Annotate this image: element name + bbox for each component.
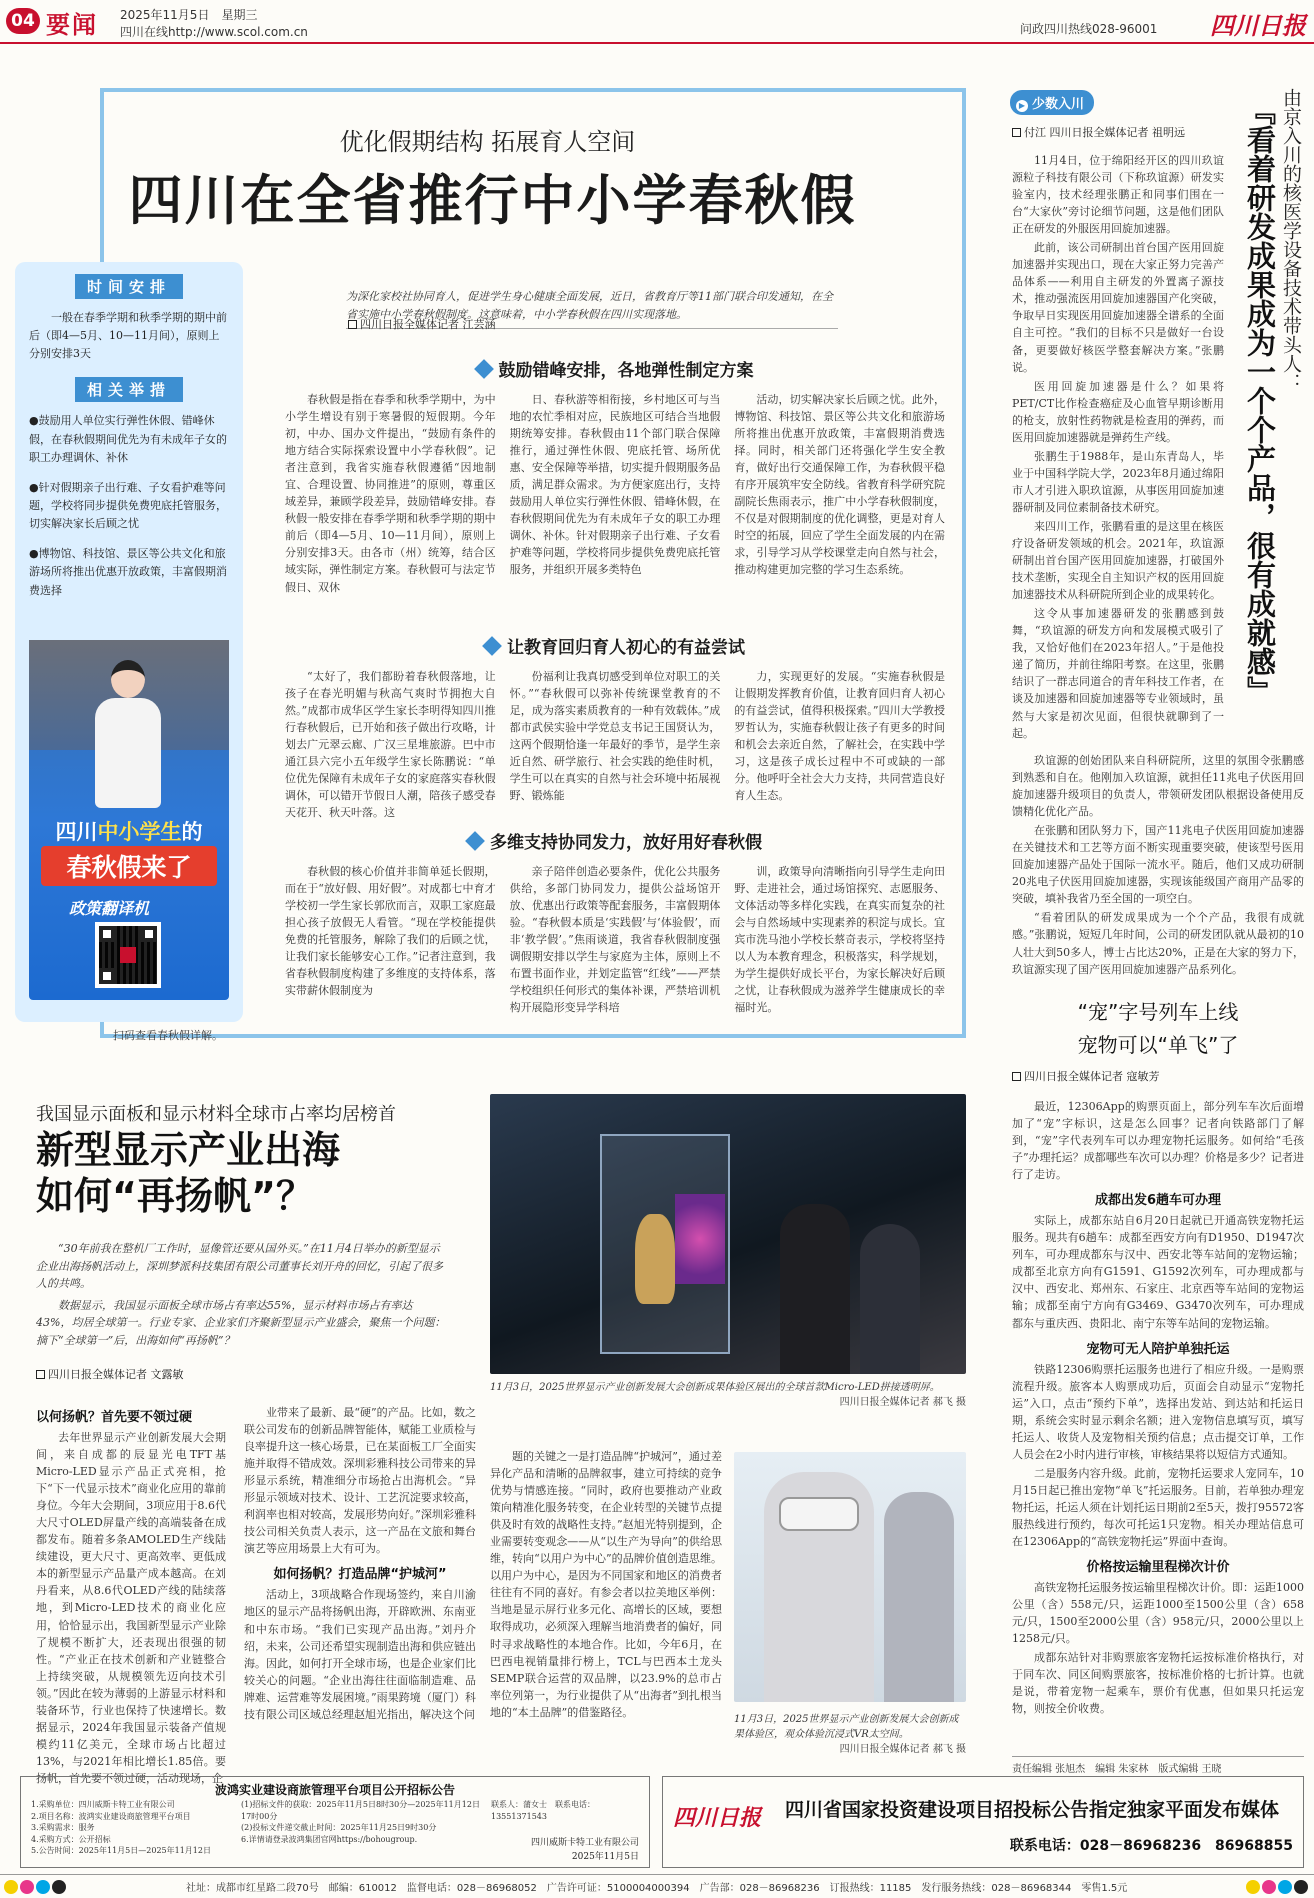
section-title: 要闻 <box>46 11 98 39</box>
media-ad-logo: 四川日报 <box>673 1805 762 1831</box>
vase-figure <box>635 1214 675 1304</box>
tender-items-1 <box>31 1799 231 1857</box>
poster-presenter-figure <box>89 660 167 810</box>
footer-text: 社址：成都市红星路二段70号 邮编：610012 监督电话：028－86968052 广告许可证：5100004000394 广告部：028－86968236 订报热线：11185 发行服务热线：028－86968344 零售1.5元 <box>186 1883 1128 1894</box>
feature-p4: 张鹏生于1988年，是山东青岛人，毕业于中国科学院大学，2023年8月通过绵阳市人才引进入职玖谊源，从事医用回旋加速器研制及同位素制备技术研究。 <box>1012 449 1224 514</box>
play-icon: ▶ <box>1016 100 1028 112</box>
feature-body-bottom <box>1012 752 1304 984</box>
display-col-2-text: 业带来了最新、最“硬”的产品。比如，数之联公司发布的创新品牌智能体，赋能工业质检与良率提升这一核心场景，已在某面板工厂全面实施并取得不错成效。深圳彩雅科技公司带来的异形显示系统，精准细分市场抢占出海机会。“异形显示领域对技术、设计、工艺沉淀要求较高，利润率也相对较高，发展形势向好。”深圳彩雅科技公司相关负责人表示，这一产品在文旅和舞台演艺等应用场景上大有可为。 <box>244 1406 476 1556</box>
section-2-col-3: 力，实现更好的发展。“实施春秋假是让假期发挥教育价值，让教育回归育人初心的有益尝试，值得积极探索。”四川大学教授罗哲认为，实施春秋假让孩子有更多的时间和机会去亲近自然，了解社会，在实践中学习，这是孩子成长过程中不可或缺的一部分。他呼吁全社会大力支持，共同营造良好育人生态。 <box>734 670 945 803</box>
lead-byline <box>348 316 496 332</box>
tender-item: 1.采购单位：四川威斯卡特工业有限公司 <box>31 1800 175 1809</box>
poster-title-1 <box>29 816 229 846</box>
tender-notice-ad <box>20 1776 650 1868</box>
display-col-2b-text: 活动上，3项战略合作现场签约，来自川渝地区的显示产品将扬帆出海，开辟欧洲、东南亚和中东市场。“我们已实现产品出海。”刘丹介绍，未来，公司还希望实现制造出海和供应链出海。因此，如何打开全球市场，也是企业家们比较关心的问题。“企业出海往往面临制造难、品牌难、运营难等发展困境。”雨果跨境（厦门）科技有限公司区域总经理赵旭光指出，解决这个问 <box>244 1588 476 1721</box>
section-1-col-1: 春秋假是指在春季和秋季学期中，为中小学生增设有别于寒暑假的短假期。今年初，中办、国办文件提出，“鼓励有条件的地方结合实际探索设置中小学春秋假”。记者注意到，我省实施春秋假遵循“因地制宜、合理设置、协同推进”的原则，尊重区域差异，兼顾学段差异，鼓励错峰安排。春秋假一般安排在春季学期和秋季学期的期中前后（即4—5月、10—11月间），原则上分别安排3天。由各市（州）统筹，结合区域实际，弹性制定方案。春秋假可与法定节假日、双休 <box>285 393 496 594</box>
sidebar-heading-time-text: 时间安排 <box>75 274 183 299</box>
presenter-body <box>95 698 161 808</box>
sidebar-heading-time <box>29 274 229 299</box>
display-headline-2: 如何“再扬帆”？ <box>36 1173 314 1218</box>
feature-tag-text: 少数入川 <box>1032 97 1085 112</box>
tender-item: 2.项目名称：波鸿实业建设商旅管理平台项目 <box>31 1811 191 1821</box>
reg-mark-icon <box>52 1880 66 1894</box>
weekday-text: 星期三 <box>221 8 258 22</box>
poster-brand: 政策翻译机 <box>69 899 150 918</box>
byline-square-icon <box>36 1370 45 1379</box>
date-text: 2025年11月5日 <box>120 8 210 22</box>
registration-marks-left <box>4 1879 68 1898</box>
issue-date <box>120 6 257 23</box>
feature-p2: 此前，该公司研制出首台国产医用回旋加速器并实现出口，现在大家正努力完善产品体系——利用自主研发的外置离子源技术，推动强流医用回旋加速器国产化突破，争取早日实现医用回旋加速器全谱系的全面自主可控。“我们的目标不只是做好一台设备，更要做好核医学整套解决方案。”张鹏说。 <box>1012 241 1224 374</box>
lead-headline: 四川在全省推行中小学春秋假 <box>128 169 857 232</box>
section-3-col-2: 亲子陪伴创造必要条件，优化公共服务供给，多部门协同发力，提供公益场馆开放、优惠出行政策等配套服务，丰富假期体验。“春秋假本质是‘实践假’与‘体验假’，而非‘教学假’。”焦雨谈道，我省春秋假制度强调假期安排以学生与家庭为主体，原则上不布置书面作业，并划定监管“红线”——严禁学校组织任何形式的集体补课，严禁培训机构开展隐形变异学科培 <box>509 865 721 1015</box>
tender-item[interactable]: 6.详情请登录波鸿集团官网https://bohougroup. <box>241 1834 418 1844</box>
vr-headset-icon <box>779 1497 859 1531</box>
page-number: 04 <box>6 8 40 34</box>
feature-kicker: 由京入川的核医学设备技术带头人： <box>1280 88 1302 392</box>
lead-byline-text: 四川日报全媒体记者 江芸涵 <box>360 318 496 331</box>
sidebar-heading-measures <box>29 377 229 402</box>
photo-1-credit: 四川日报全媒体记者 郝飞 摄 <box>839 1397 966 1408</box>
qr-pattern <box>99 926 157 984</box>
reg-mark-icon <box>1246 1880 1260 1894</box>
qr-code[interactable] <box>95 922 161 988</box>
newspaper-logo: 四川日报 <box>1210 11 1306 40</box>
display-subhead-1: 以何扬帆？首先要不领过硬 <box>36 1410 193 1425</box>
display-col-1 <box>36 1400 226 1785</box>
feature-p9: “看着团队的研发成果成为一个个产品，我很有成就感。”张鹏说，短短几年时间，公司的研发团队就从最初的10人壮大到50多人，博士占比达20%，正是在大家的努力下，玖谊源实现了国产医用回旋加速器产品系列化。 <box>1012 911 1304 976</box>
section-head-3-text: 多维支持协同发力，放好用好春秋假 <box>490 833 762 853</box>
section-1-columns <box>285 391 945 623</box>
qr-finder-tr <box>141 926 157 942</box>
media-ad <box>662 1776 1304 1868</box>
poster-title-1-highlight: 中小学生 <box>97 820 182 844</box>
exhibit-photo <box>490 1094 966 1374</box>
sidebar-measure-1: ●鼓励用人单位实行弹性休假、错峰休假，在春秋假期间优先为有未成年子女的职工办理调休、补休 <box>29 414 227 464</box>
lead-summary: 为深化家校社协同育人，促进学生身心健康全面发展，近日，省教育厅等11部门联合印发通知，在全省实施中小学春秋假制度。这意味着，中小学春秋假在四川实现落地。 <box>346 290 833 321</box>
display-subhead-2: 如何扬帆？打造品牌“护城河” <box>273 1567 447 1583</box>
info-sidebar <box>15 262 243 1022</box>
section-head-3 <box>285 828 945 853</box>
section-2-col-2: 份福利让我真切感受到单位对职工的关怀。”“春秋假可以弥补传统课堂教育的不足，成为落实素质教育的一种有效载体。”成都市武侯实验中学党总支书记王国贤认为，这两个假期恰逢一年最好的季节，是学生亲近自然、研学旅行、社会实践的绝佳时机，学生可以在真实的自然与社会环境中拓展视野、锻炼能 <box>509 670 721 803</box>
byline-square-icon <box>1012 1072 1021 1081</box>
section-head-2 <box>285 633 945 658</box>
photo-2-caption-text: 11月3日，2025世界显示产业创新发展大会创新成果体验区，观众体验沉浸式VR太空间。 <box>734 1714 959 1740</box>
feature-body-top <box>1012 152 1224 752</box>
section-head-1-text: 鼓励错峰安排，各地弹性制定方案 <box>498 361 754 381</box>
byline-square-icon <box>1012 128 1021 137</box>
pet-p3: 铁路12306购票托运服务也进行了相应升级。一是购票流程升级。旅客本人购票成功后，页面会自动显示“宠物托运”入口，点击“预约下单”，选择出发站、到达站和托运日期，系统会实时显示剩余名额；进入宠物信息填写页，填写托运人、收货人及宠物相关预约信息；点击提交订单，工作人员会在2小时内进行审核，审核结果将以短信方式通知。 <box>1012 1362 1304 1461</box>
pet-byline <box>1012 1068 1160 1084</box>
feature-p5: 来四川工作，张鹏看重的是这里在核医疗设备研发领域的机会。2021年，玖谊源研制出首台国产医用回旋加速器，打破国外技术垄断，实现全自主知识产权的医用回旋加速器技术从科研院所到企业的成果转化。 <box>1012 519 1224 602</box>
pet-p5: 高铁宠物托运服务按运输里程梯次计价。即：运距1000公里（含）558元/只，运距1000至1500公里（含）658元/只，1500至2000公里（含）958元/只，2000公里以上1258元/只。 <box>1012 1581 1304 1646</box>
poster-title-2: 春秋假来了 <box>41 846 217 886</box>
tender-issuer: 四川威斯卡特工业有限公司 <box>530 1838 639 1848</box>
reg-mark-icon <box>36 1880 50 1894</box>
display-lead <box>36 1240 446 1350</box>
qr-finder-bl <box>99 968 115 984</box>
feature-tag <box>1010 90 1094 115</box>
tender-item: 4.采购方式：公开招标 <box>31 1834 111 1844</box>
pet-subhead-3: 价格按运输里程梯次计价 <box>1086 1560 1230 1576</box>
reg-mark-icon <box>1294 1880 1308 1894</box>
photo-1-caption-text: 11月3日，2025世界显示产业创新发展大会创新成果体验区展出的全球首款Micro-LED拼接透明屏。 <box>490 1382 940 1393</box>
reg-mark-icon <box>4 1880 18 1894</box>
display-col-3-text: 题的关键之一是打造品牌“护城河”，通过差异化产品和清晰的品牌叙事，建立可持续的竞争优势与情感连接。“同时，政府也要推动产业政策向精准化服务转变，在企业转型的关键节点提供及时有效的战略性支持。”赵旭光特别提到，企业需要转变观念——从“以生产为导向”的供给思维，转向“以用户为中心”的品牌价值创造思维。以用户为中心，是因为不同国家和地区的消费者往往有不同的喜好。有参会者以拉美地区举例：当地是显示屏行业多元化、高增长的区域，要想取得成功，必须深入理解当地消费者的偏好，同时寻求战略性的本地合作。比如，今年6月，在巴西电视销量排行榜上，TCL与巴西本土龙头SEMP联合运营的双品牌，以23.9%的总市占率位列第一，为行业提供了从“出海者”到扎根当地的“本土品牌”的借鉴路径。 <box>490 1450 722 1719</box>
qr-finder-tl <box>99 926 115 942</box>
policy-poster <box>29 640 229 1000</box>
media-ad-text: 四川省国家投资建设项目招投标公告指定独家平面发布媒体 <box>785 1799 1280 1821</box>
sidebar-time-body: 一般在春季学期和秋季学期的期中前后（即4—5月、10—11月间），原则上分别安排3天 <box>29 311 227 361</box>
byline-square-icon <box>348 320 357 329</box>
vr-photo <box>734 1452 966 1702</box>
feature-byline <box>1012 124 1185 140</box>
hotline-text: 问政四川热线028-96001 <box>1020 22 1158 36</box>
section-2-col-1: “太好了，我们都盼着春秋假落地，让孩子在春光明媚与秋高气爽时节拥抱大自然。”成都市成华区学生家长李明得知四川推行春秋假后，已开始和孩子做出行攻略，计划去广元翠云廊、广汉三星堆旅游。巴中市通江县六完小五年级学生家长陈鹏说：“单位优先保障有未成年子女的家庭落实春秋假调休，可以错开节假日人潮，陪孩子感受春天花开、秋天叶落。这 <box>285 670 496 820</box>
section-head-1 <box>285 356 945 381</box>
editor-credits: 责任编辑 张旭杰 编辑 朱家林 版式编辑 王晓 <box>1012 1756 1304 1775</box>
display-lead-2: 数据显示，我国显示面板全球市场占有率达55%，显示材料市场占有率达43%，均居全球第一。行业专家、企业家们齐聚新型显示产业盛会，聚焦一个问题：摘下“全球第一”后，出海如何“再扬帆”？ <box>36 1298 446 1347</box>
tender-item: 5.公告时间：2025年11月5日—2025年11月12日 <box>31 1846 211 1856</box>
reg-mark-icon <box>1278 1880 1292 1894</box>
diamond-icon <box>465 831 485 851</box>
photo-2-caption <box>734 1712 966 1757</box>
presenter-head <box>111 660 145 698</box>
display-kicker: 我国显示面板和显示材料全球市占率均居榜首 <box>36 1104 396 1125</box>
pet-headline-2: 宠物可以“单飞”了 <box>1077 1033 1239 1057</box>
lead-kicker: 优化假期结构 拓展育人空间 <box>339 128 636 156</box>
feature-headline: 『看着研发成果成为一个个产品，很有成就感』 <box>1243 96 1277 705</box>
tender-item: (2)投标文件递交截止时间：2025年11月25日9时30分 <box>241 1823 437 1833</box>
page-header <box>0 0 1314 44</box>
footer-bar <box>0 1874 1314 1896</box>
qr-caption: 扫码查看春秋假详解。 <box>113 1029 223 1042</box>
section-3-col-3: 训，政策导向清晰指向引导学生走向田野、走进社会，通过场馆探究、志愿服务、文体活动等多样化实践，在真实而复杂的社会与自然场域中实现素养的积淀与成长。宜宾市洗马池小学校长蔡奇表示，学校将坚持以人为本教育理念，积极落实，科学规划，为学生提供好成长平台，为家长解决好后顾之忧，让春秋假成为滋养学生健康成长的幸福时光。 <box>734 865 945 1015</box>
display-lead-1: “30年前我在整机厂工作时，显像管还要从国外买。”在11月4日举办的新型显示企业出海扬帆活动上，深圳梦派科技集团有限公司董事长刘开舟的回忆，引起了很多人的共鸣。 <box>36 1242 443 1291</box>
tender-contact: 联系人：蒲女士 联系电话：13551371543 <box>491 1800 595 1821</box>
section-2-columns <box>285 668 945 818</box>
section-1-col-2: 日、春秋游等相衔接，乡村地区可与当地的农忙季相对应，民族地区可结合当地假期统筹安排。春秋假由11个部门联合保障推行，通过弹性休假、兜底托管、场所优惠、安全保障等举措，切实提升假期服务品质，满足群众需求。为方便家庭出行，支持鼓励用人单位实行弹性休假、错峰休假，在春秋假期间优先为有未成年子女的职工办理调休、补休。针对假期亲子出行难、子女看护难等问题，学校将同步提供免费兜底托管服务，并组织开展多类特色 <box>509 393 721 577</box>
pet-headline-1: “宠”字号列车上线 <box>1077 1000 1239 1024</box>
poster-title-1b: 的 <box>181 820 203 844</box>
section-head-2-text: 让教育回归育人初心的有益尝试 <box>507 638 745 658</box>
pet-byline-text: 四川日报全媒体记者 寇敏芳 <box>1024 1070 1160 1083</box>
section-3-columns <box>285 863 945 1031</box>
display-col-3 <box>490 1448 722 1770</box>
sidebar-measure-2: ●针对假期亲子出行难、子女看护难等问题，学校将同步提供免费兜底托管服务，切实解决家长后顾之忧 <box>29 480 227 531</box>
lead-body <box>285 346 945 1031</box>
reg-mark-icon <box>20 1880 34 1894</box>
feature-p7: 玖谊源的创始团队来自科研院所，这里的氛围令张鹏感到熟悉和自在。他刚加入玖谊源，就担任11兆电子伏医用回旋加速器升级项目的负责人，带领研发团队根据设备使用反馈精化优化产品。 <box>1012 754 1304 819</box>
display-headline <box>36 1128 340 1219</box>
display-headline-1: 新型显示产业出海 <box>36 1128 341 1172</box>
tender-items-2 <box>241 1799 481 1845</box>
display-byline-text: 四川日报全媒体记者 文露敏 <box>48 1368 184 1381</box>
pet-subhead-1: 成都出发6趟车可办理 <box>1094 1193 1222 1209</box>
pet-headline <box>1012 996 1304 1058</box>
pet-p6: 成都东站针对非购票旅客宠物托运按标准价格执行，对于同车次、同区间购票旅客，按标准价格的七折计算。也就是说，带着宠物一起乘车，票价有优惠，但如果只托运宠物，则按全价收费。 <box>1012 1651 1304 1716</box>
tender-item: (1)招标文件的获取：2025年11月5日8时30分—2025年11月12日17时00分 <box>241 1800 480 1821</box>
reg-mark-icon <box>1262 1880 1276 1894</box>
colorful-screen <box>675 1194 725 1284</box>
display-byline <box>36 1366 184 1382</box>
media-ad-phone: 联系电话：028－86968236 86968855 <box>1009 1838 1293 1854</box>
tender-item: 3.采购需求：服务 <box>31 1823 95 1833</box>
sidebar-heading-measures-text: 相关举措 <box>75 377 183 402</box>
display-col-1-text: 去年世界显示产业创新发展大会期间，来自成都的辰显光电TFT基Micro-LED显示产品正式亮相，抢下“下一代显示技术”商业化应用的靠前身位。今年大会期间，3项应用于8.6代大尺寸OLED屏量产线的高端装备在成都发布。随着多条AMOLED生产线陆续建设，更大尺寸、更高效率、更低成本的新型显示产品量产成本越高。在刘丹看来，从8.6代OLED产线的陆续落地，到Micro-LED技术的商业化应用，恰恰显示出，我国新型显示产业除了规模不断扩大，还表现出很强的韧性。“产业正在技术创新和产业链整合上持续突破，从规模领先迈向技术引领。”因此在较为薄弱的上游显示材料和装备环节，行业也保持了快速增长。数据显示，2024年我国显示装备产值规模约11亿美元，全球市场占比超过13%，与2021年相比增长1.85倍。要扬帆，首先要不领过硬，活动现场，企 <box>36 1431 226 1785</box>
visitor-figure-1 <box>780 1204 850 1374</box>
pet-body <box>1012 1098 1304 1748</box>
photo-2-credit: 四川日报全媒体记者 郝飞 摄 <box>839 1744 966 1755</box>
visitor-figure-2 <box>860 1224 920 1374</box>
registration-marks-right <box>1246 1879 1310 1898</box>
pet-subhead-2: 宠物可无人陪护单独托运 <box>1086 1341 1230 1357</box>
pet-p4: 二是服务内容升级。此前，宠物托运要求人宠同车，10月15日起已推出宠物“单飞”托运服务。目前，若单独办理宠物托运，托运人须在计划托运日期前2至5天，拨打95572客服热线进行预约，每次可托运1只宠物。相关办理站信息可在12306App的“高铁宠物托运”界面中查询。 <box>1012 1466 1304 1549</box>
feature-p8: 在张鹏和团队努力下，国产11兆电子伏医用回旋加速器在关键技术和工艺等方面不断实现重要突破，使该型号医用回旋加速器产品处于国际一流水平。随后，他们又成功研制20兆电子伏医用回旋加速器，实现该能级国产商用产品零的突破，填补我省乃至全国的一项空白。 <box>1012 824 1304 906</box>
sidebar-measure-3: ●博物馆、科技馆、景区等公共文化和旅游场所将推出优惠开放政策，丰富假期消费选择 <box>29 547 227 597</box>
tender-title: 波鸿实业建设商旅管理平台项目公开招标公告 <box>214 1783 455 1797</box>
pet-p1: 最近，12306App的购票页面上，部分列车车次后面增加了“宠”字标识，这是怎么回事？记者向铁路部门了解到，“宠”字代表列车可以办理宠物托运服务。如何给“毛孩子”办理托运？成都哪些车次可以办理？价格是多少？记者进行了走访。 <box>1012 1100 1304 1182</box>
feature-p1: 11月4日，位于绵阳经开区的四川玖谊源粒子科技有限公司（下称玖谊源）研发实验室内，技术经理张鹏正和同事们围在一台“大家伙”旁讨论细节问题，这是他们团队正在研发的外服医用回旋加速器。 <box>1012 154 1224 236</box>
website-link[interactable]: 四川在线http://www.scol.com.cn <box>120 25 308 39</box>
section-1-col-3: 活动，切实解决家长后顾之忧。此外，博物馆、科技馆、景区等公共文化和旅游场所将推出优惠开放政策，丰富假期消费选择。同时，相关部门还将强化学生安全教育，做好出行交通保障工作，为春秋假平稳有序开展筑牢安全防线。省教育科学研究院副院长焦雨表示，推广中小学春秋假制度，不仅是对假期制度的优化调整，更是对育人时空的拓展，回应了学生全面发展的内在需求，引导学习从学校课堂走向自然与社会，推动构建更加完整的学习生态系统。 <box>734 393 945 577</box>
tender-date: 2025年11月5日 <box>571 1852 639 1862</box>
feature-byline-text: 付江 四川日报全媒体记者 祖明远 <box>1024 126 1185 139</box>
diamond-icon <box>482 636 502 656</box>
pet-p2: 实际上，成都东站自6月20日起就已开通高铁宠物托运服务。现共有6趟车：成都至西安方向有D1950、D1947次列车，可办理成都东与汉中、西安北等车站间的宠物运输；成都至北京方向有G1591、G1592次列车，可办理成都与汉中、西安北、郑州东、石家庄、北京西等车站间的宠物运输；成都至南宁方向有G3469、G3470次列车，可办理成都东与重庆西、贵阳北、南宁东等车站间的宠物运输。 <box>1012 1214 1304 1330</box>
photo-1-caption <box>490 1380 966 1410</box>
vr-user-2 <box>884 1492 954 1702</box>
qr-center-logo <box>120 947 136 963</box>
feature-p6: 这令从事加速器研发的张鹏感到鼓舞，“玖谊源的研发方向和发展模式吸引了我，又恰好他们在2023年招人。”于是他投递了简历，并前往绵阳考察。在这里，张鹏结识了一群志同道合的青年科技工作者，在谈及加速器和回旋加速器等专业领域时，虽然与大家是初次见面，但很快就聊到了一起。 <box>1012 607 1224 740</box>
poster-title-1a: 四川 <box>55 820 98 844</box>
header-rule <box>0 42 1314 44</box>
feature-p3: 医用回旋加速器是什么？如果将PET/CT比作检查癌症及心血管早期诊断用的枪支，放射性药物就是检查用的弹药，而医用回旋加速器就是弹药生产线。 <box>1012 379 1224 444</box>
section-3-col-1: 春秋假的核心价值并非简单延长假期，而在于“放好假、用好假”。对成都七中育才学校初一学生家长郭欣而言，双职工家庭最担心孩子放假无人看管。“现在学校能提供免费的托管服务，解除了我们的后顾之忧，让我们家长能够安心工作。”记者注意到，我省春秋假制度构建了多维度的支持体系，落实带薪休假制度为 <box>285 865 496 998</box>
display-col-2 <box>244 1404 476 1770</box>
diamond-icon <box>474 359 494 379</box>
